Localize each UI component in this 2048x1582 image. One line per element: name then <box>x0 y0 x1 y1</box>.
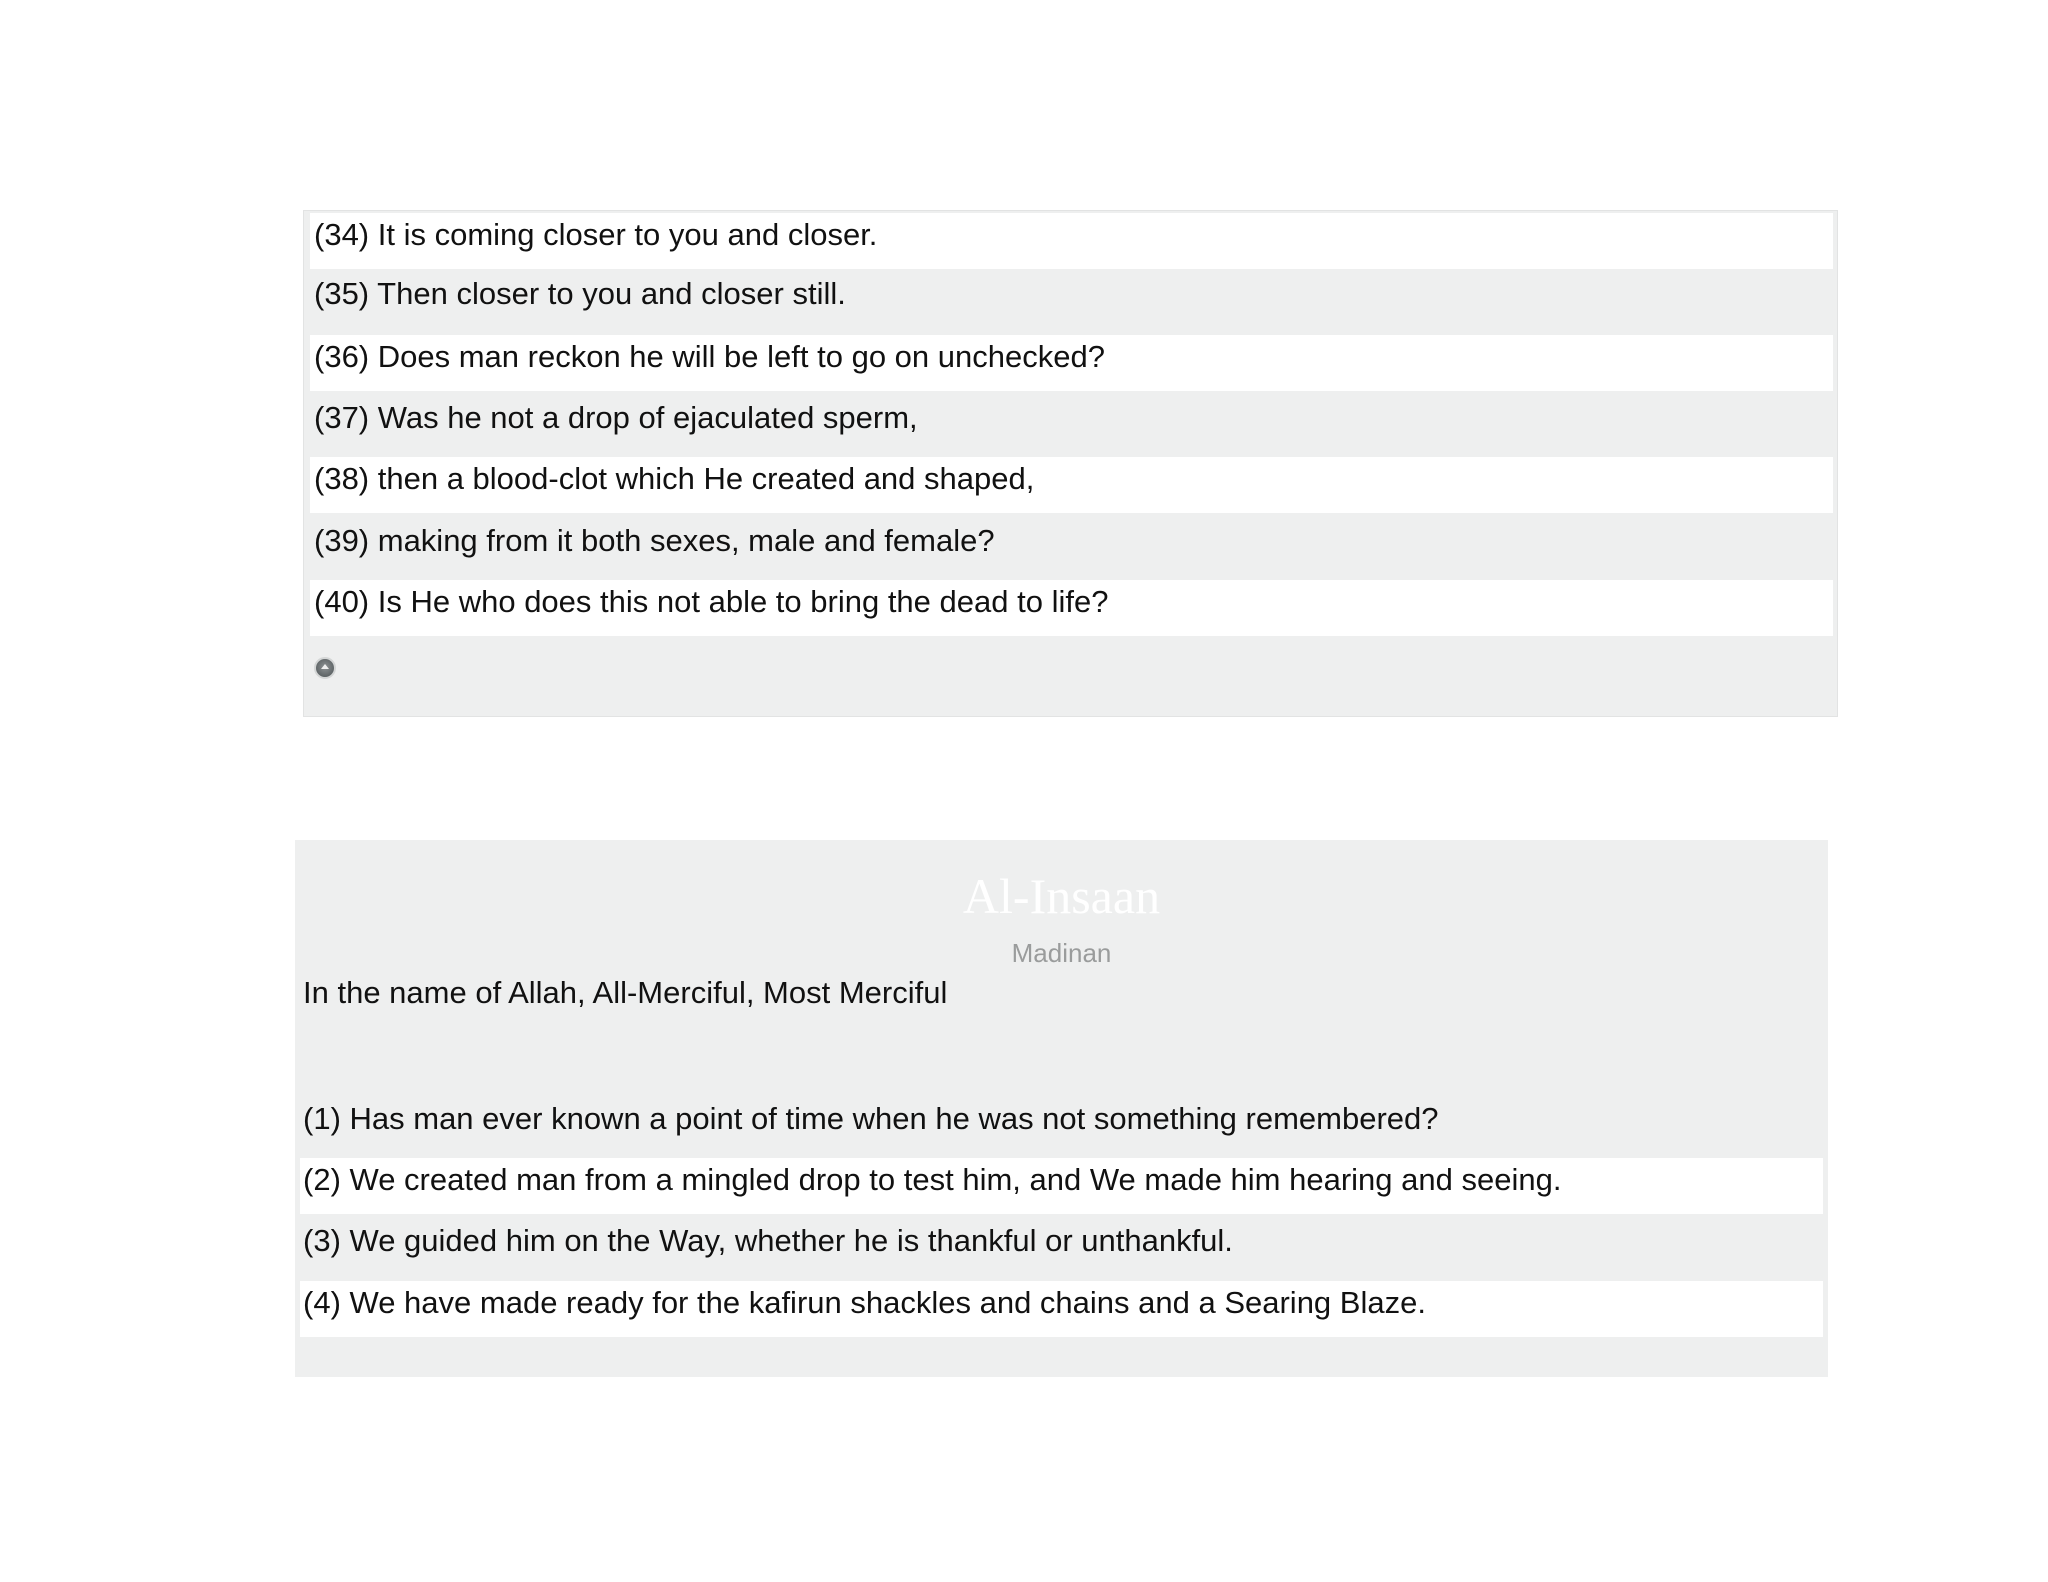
surah-revelation-type: Madinan <box>1011 938 1112 968</box>
verse-row <box>300 1158 1823 1214</box>
verse-row <box>300 1281 1823 1337</box>
chevron-up-circle-icon[interactable] <box>314 657 336 679</box>
previous-surah-section <box>303 210 1838 717</box>
verse-row <box>300 1219 1823 1275</box>
verse-text: (36) Does man reckon he will be left to go on unchecked? <box>314 339 1105 374</box>
verse-row <box>310 580 1833 636</box>
verse-text: (2) We created man from a mingled drop to test him, and We made him hearing and seeing. <box>303 1162 1562 1197</box>
verse-text: (4) We have made ready for the kafirun shackles and chains and a Searing Blaze. <box>303 1285 1426 1320</box>
verse-row <box>310 519 1833 575</box>
verse-text: (1) Has man ever known a point of time when he was not something remembered? <box>303 1101 1439 1136</box>
verse-row <box>310 396 1833 452</box>
verse-text: (39) making from it both sexes, male and female? <box>314 523 995 558</box>
verse-text: (35) Then closer to you and closer still. <box>314 276 846 311</box>
verse-text: (3) We guided him on the Way, whether he is thankful or unthankful. <box>303 1223 1233 1258</box>
verse-row <box>310 457 1833 513</box>
verse-row <box>310 272 1833 328</box>
verse-row <box>310 213 1833 269</box>
verse-text: (37) Was he not a drop of ejaculated sperm, <box>314 400 918 435</box>
verse-row <box>300 1097 1823 1153</box>
bismillah-text: In the name of Allah, All-Merciful, Most Merciful <box>303 975 948 1010</box>
verse-text: (38) then a blood-clot which He created and shaped, <box>314 461 1035 496</box>
verse-text: (40) Is He who does this not able to bring the dead to life? <box>314 584 1109 619</box>
verse-text: (34) It is coming closer to you and closer. <box>314 217 878 252</box>
surah-title: Al-Insaan <box>962 868 1161 924</box>
surah-section <box>295 840 1828 1377</box>
verse-row <box>310 335 1833 391</box>
